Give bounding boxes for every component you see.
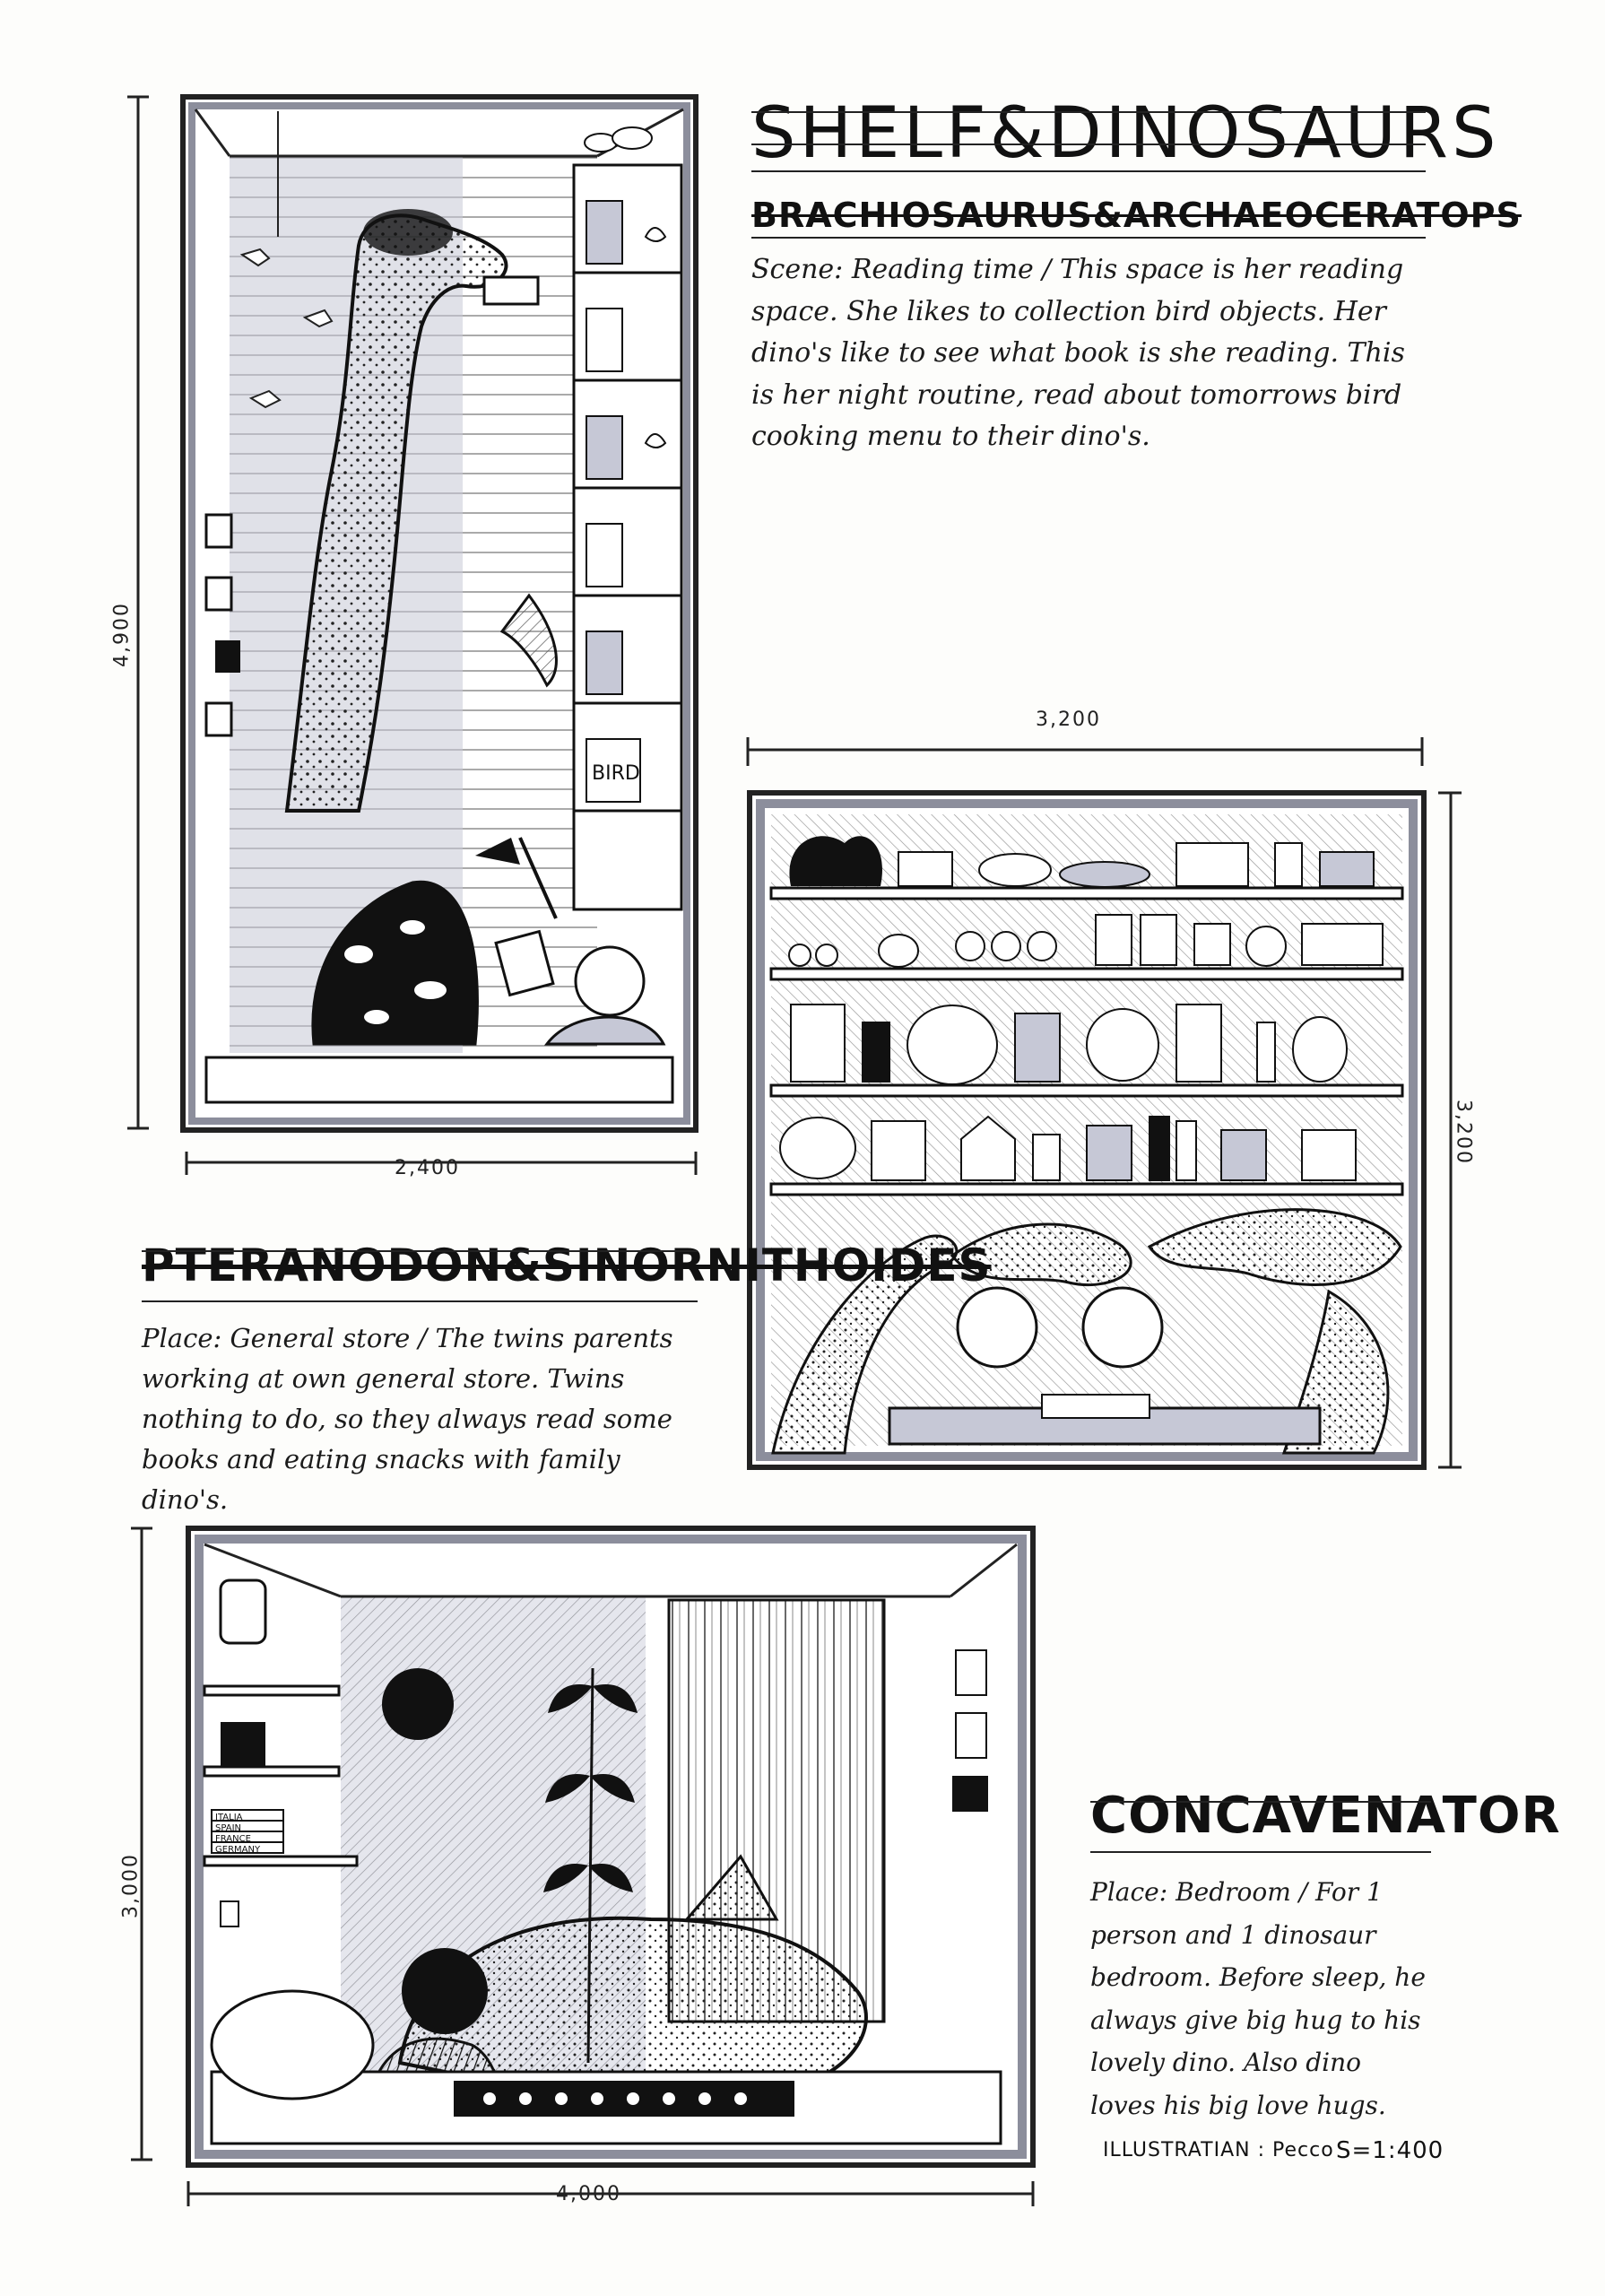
illustrator-credit: ILLUSTRATIAN : Pecco: [1103, 2139, 1334, 2161]
description-store: Place: General store / The twins parents working at own general store. Twins nothing to do, so they always read some books and eating snacks with family dino's.: [142, 1323, 673, 1515]
width-label-bedroom: 4,000: [556, 2183, 621, 2205]
book-label-spain: SPAIN: [215, 1823, 242, 1833]
description-shelf: Scene: Reading time / This space is her reading space. She likes to collection bird objects. Her dino's like to see what book is she reading. This is her night routine, read about tomorrows bird cooking menu to their dino's.: [751, 254, 1405, 452]
width-label-store: 3,200: [1036, 709, 1101, 731]
title-shelf-dinosaurs: SHELF&DINOSAURS: [751, 93, 1500, 174]
shelf-room-illustration: [179, 93, 699, 1134]
title-rule: [751, 111, 1426, 113]
title-rule: [1090, 1851, 1431, 1853]
title-rule: [751, 170, 1426, 172]
title-rule: [751, 144, 1426, 145]
description-bedroom: Place: Bedroom / For 1 person and 1 dinosaur bedroom. Before sleep, he always give big hug to his lovely dino. Also dino loves his big love hugs.: [1090, 1877, 1426, 2120]
height-dimension-bedroom: [127, 1525, 154, 2163]
bedroom-illustration: [185, 1525, 1037, 2169]
title-pteranodon: PTERANODON&SINORNITHOIDES: [142, 1239, 992, 1292]
title-concavenator: CONCAVENATOR: [1090, 1787, 1561, 1845]
height-label-shelf: 4,900: [110, 602, 134, 667]
height-label-store: 3,200: [1452, 1100, 1475, 1165]
book-label-italia: ITALIA: [215, 1813, 243, 1822]
subtitle-rule: [751, 237, 1426, 239]
title-rule: [142, 1300, 698, 1302]
scale-label: S=1:400: [1336, 2137, 1444, 2164]
subtitle-brachiosaurus: BRACHIOSAURUS&ARCHAEOCERATOPS: [751, 196, 1522, 235]
bird-book-label: BIRD: [592, 762, 640, 785]
book-label-france: FRANCE: [215, 1834, 251, 1844]
title-rule: [142, 1250, 698, 1252]
book-label-germany: GERMANY: [215, 1845, 261, 1855]
title-rule: [1090, 1801, 1431, 1803]
width-dimension-store: [744, 730, 1426, 766]
height-label-bedroom: 3,000: [119, 1853, 143, 1918]
store-shelf-illustration: [746, 789, 1427, 1471]
width-label-shelf: 2,400: [395, 1157, 460, 1179]
